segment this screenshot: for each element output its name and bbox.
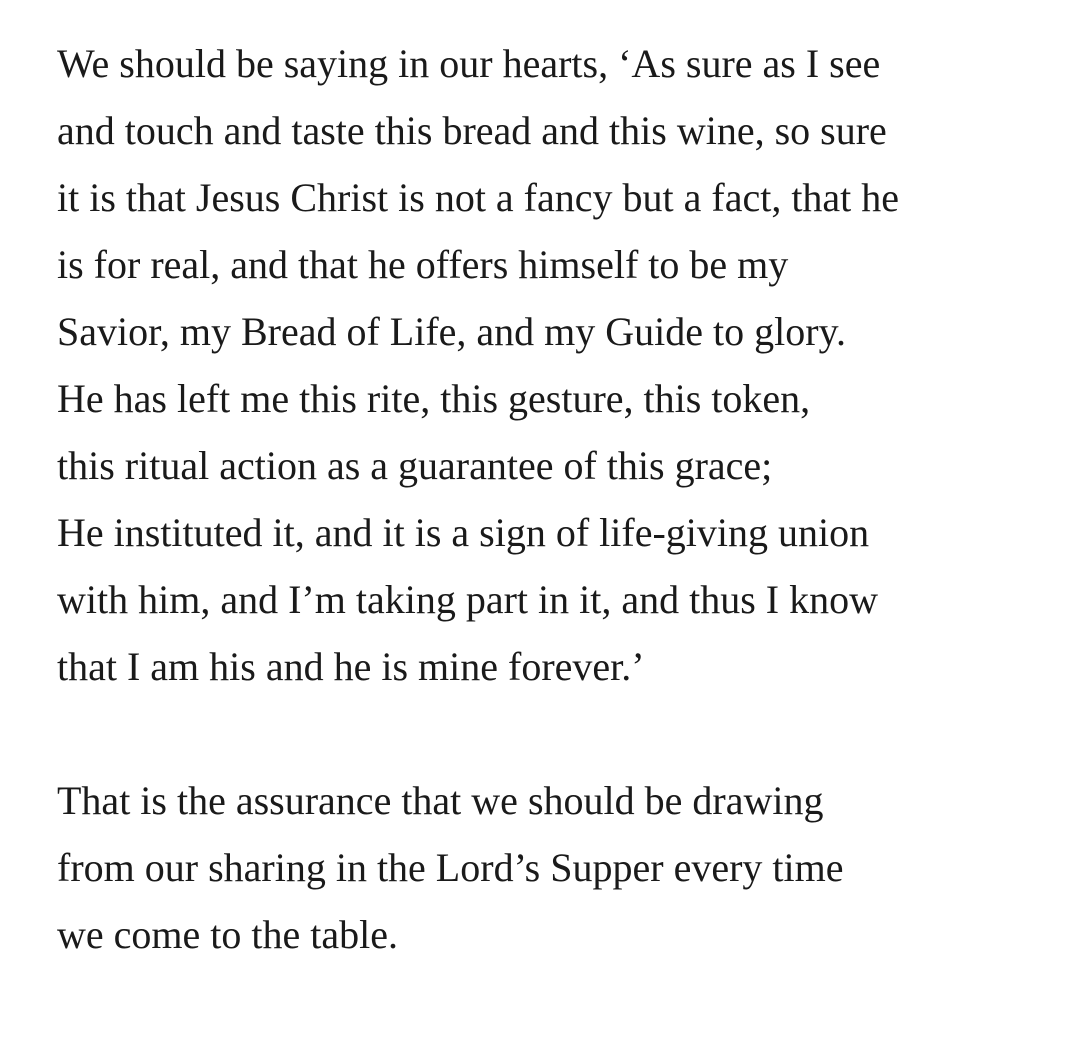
text-line: We should be saying in our hearts, ‘As sure as I see: [57, 41, 881, 86]
text-line: we come to the table.: [57, 912, 398, 957]
paragraph-spacer: [57, 700, 1067, 767]
text-line: and touch and taste this bread and this wine, so sure: [57, 108, 887, 153]
text-line: this ritual action as a guarantee of this grace;: [57, 443, 773, 488]
document-page: [57, 30, 1067, 968]
text-line: it is that Jesus Christ is not a fancy but a fact, that he: [57, 175, 900, 220]
quote-paragraph: [57, 30, 1067, 700]
text-line: Savior, my Bread of Life, and my Guide to glory.: [57, 309, 846, 354]
text-line: That is the assurance that we should be drawing: [57, 778, 824, 823]
text-line: that I am his and he is mine forever.’: [57, 644, 645, 689]
text-line: is for real, and that he offers himself to be my: [57, 242, 789, 287]
text-line: from our sharing in the Lord’s Supper every time: [57, 845, 844, 890]
text-line: with him, and I’m taking part in it, and thus I know: [57, 577, 878, 622]
text-line: He has left me this rite, this gesture, this token,: [57, 376, 811, 421]
text-line: He instituted it, and it is a sign of life-giving union: [57, 510, 870, 555]
conclusion-paragraph: [57, 767, 1067, 968]
